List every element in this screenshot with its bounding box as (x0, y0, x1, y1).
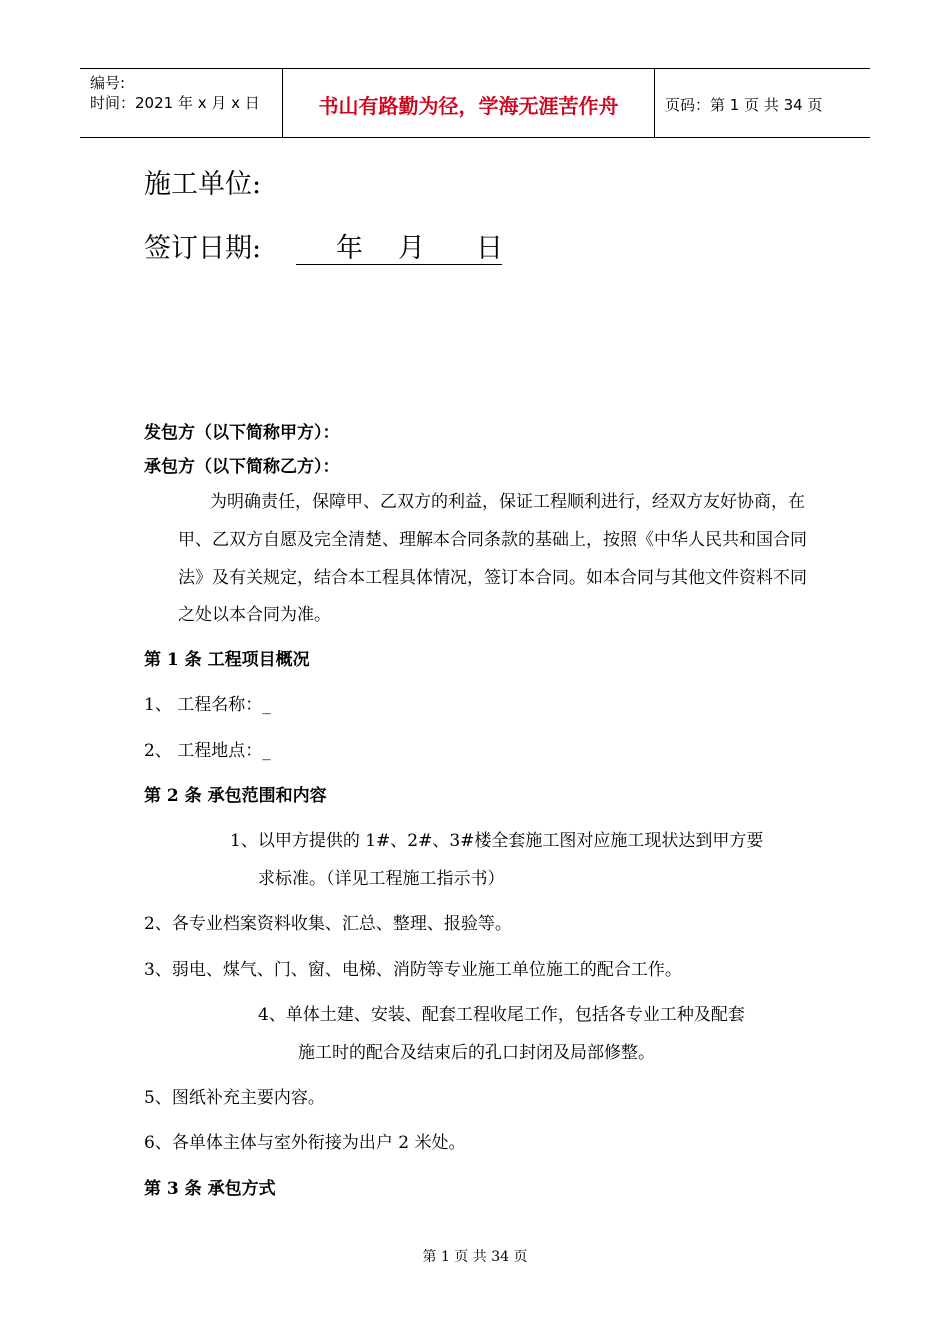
intro-line: 为明确责任，保障甲、乙双方的利益，保证工程顺利进行，经双方友好协商，在 (210, 492, 805, 512)
intro-line: 之处以本合同为准。 (178, 605, 331, 625)
page-header-table (80, 68, 870, 138)
article-1-title: 第 1 条 工程项目概况 (144, 650, 310, 670)
contractor-label: 施工单位: (144, 169, 262, 200)
article-2-item-3: 3、弱电、煤气、门、窗、电梯、消防等专业施工单位施工的配合工作。 (144, 960, 682, 980)
sign-date-field (296, 232, 502, 265)
article-2-item-1-cont: 求标准。（详见工程施工指示书） (258, 869, 505, 889)
article-2-item-5: 5、图纸补充主要内容。 (144, 1088, 325, 1108)
document-time-label: 时间：2021 年 x 月 x 日 (90, 94, 260, 112)
intro-line: 法》及有关规定，结合本工程具体情况，签订本合同。如本合同与其他文件资料不同 (178, 568, 807, 588)
date-year-label: 年 (336, 233, 363, 264)
document-number-label: 编号: (90, 74, 126, 92)
article-2-item-6: 6、各单体主体与室外衔接为出户 2 米处。 (144, 1133, 466, 1153)
article-1-item: 1、 工程名称：_ (144, 695, 271, 715)
article-2-item-1: 1、以甲方提供的 1#、2#、3#楼全套施工图对应施工现状达到甲方要 (230, 831, 764, 851)
article-3-title: 第 3 条 承包方式 (144, 1179, 276, 1199)
party-b-label: 承包方（以下简称乙方）： (144, 457, 340, 477)
sign-date-label: 签订日期: (144, 233, 262, 264)
date-month-label: 月 (398, 233, 425, 264)
page-footer: 第 1 页 共 34 页 (422, 1249, 528, 1265)
header-meta (80, 69, 282, 137)
header-motto: 书山有路勤为径，学海无涯苦作舟 (282, 69, 655, 137)
article-2-item-2: 2、各专业档案资料收集、汇总、整理、报验等。 (144, 914, 512, 934)
article-2-title: 第 2 条 承包范围和内容 (144, 786, 327, 806)
article-2-item-4-cont: 施工时的配合及结束后的孔口封闭及局部修整。 (298, 1043, 655, 1063)
date-day-label: 日 (476, 233, 503, 264)
article-1-item: 2、 工程地点：_ (144, 741, 271, 761)
header-page-info: 页码：第 1 页 共 34 页 (665, 95, 823, 114)
intro-line: 甲、乙双方自愿及完全清楚、理解本合同条款的基础上，按照《中华人民共和国合同 (178, 530, 807, 550)
article-2-item-4: 4、单体土建、安装、配套工程收尾工作，包括各专业工种及配套 (258, 1005, 745, 1025)
party-a-label: 发包方（以下简称甲方）： (144, 423, 340, 443)
